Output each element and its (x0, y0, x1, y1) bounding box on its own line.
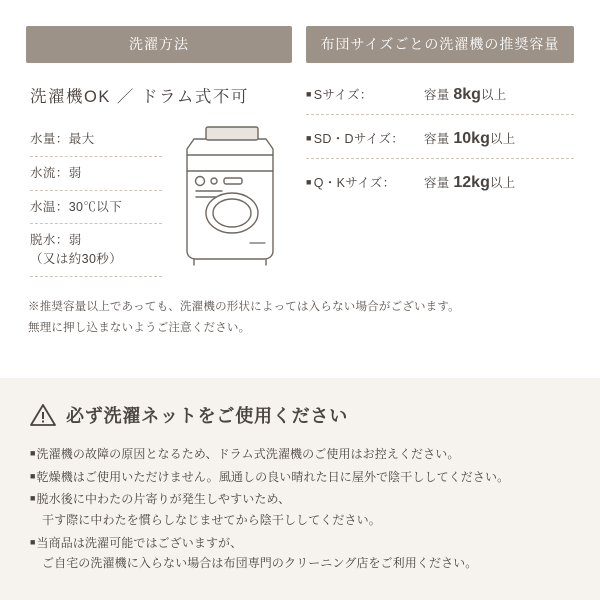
capacity-value: 容量 10kg以上 (424, 130, 516, 147)
top-section (0, 0, 600, 277)
washing-machine-icon (170, 109, 290, 269)
capacity-row (306, 125, 574, 159)
warning-bullet: ■洗濯機の故障の原因となるため、ドラム式洗濯機のご使用はお控えください。 (30, 447, 460, 461)
warning-bullet-continuation: 干す際に中わたを慣らしなじませてから陰干ししてください。 (42, 512, 381, 527)
square-bullet-icon: ■ (306, 89, 312, 99)
header-wash-method: 洗濯方法 (26, 26, 292, 63)
capacity-column (306, 81, 574, 277)
capacity-row (306, 169, 574, 202)
spec-row (30, 191, 162, 225)
capacity-label: ■ Sサイズ： (306, 88, 373, 102)
warning-bullet-continuation: ご自宅の洗濯機に入らない場合は布団専門のクリーニング店をご利用ください。 (42, 556, 478, 571)
warning-triangle-icon (30, 403, 56, 427)
spec-label: 水温：30℃以下 (30, 199, 123, 214)
note-line-1: ※推奨容量以上であっても、洗濯機の形状によっては入らない場合がございます。 (28, 300, 460, 313)
spec-row (30, 224, 162, 277)
capacity-label: ■ SD・Dサイズ： (306, 132, 405, 146)
wash-method-title: 洗濯機OK ／ ドラム式不可 (30, 88, 249, 106)
warning-bullet: ■乾燥機はご使用いただけません。風通しの良い晴れた日に屋外で陰干ししてください。 (30, 469, 510, 484)
capacity-note (28, 297, 574, 340)
warning-bullet: ■脱水後に中わたの片寄りが発生しやすいため、 干す際に中わたを慣らしなじませてから陰干ししてください。 (30, 489, 570, 530)
square-bullet-icon: ■ (306, 133, 312, 143)
spec-label: 水流：弱 (30, 165, 82, 180)
spec-sublabel: （又は約30秒） (30, 252, 123, 266)
square-bullet-icon: ■ (30, 448, 36, 458)
wash-method-column (26, 81, 292, 277)
warning-bullet: ■当商品は洗濯可能ではございますが、 ご自宅の洗濯機に入らない場合は布団専門のクリーニング店をご利用ください。 (30, 533, 570, 574)
capacity-value: 容量 8kg以上 (424, 86, 507, 103)
capacity-row (306, 81, 574, 115)
spec-label: 水量：最大 (30, 132, 95, 146)
spec-label: 脱水：弱 (30, 233, 82, 248)
spec-row (30, 123, 162, 157)
square-bullet-icon: ■ (30, 493, 36, 504)
spec-row (30, 157, 162, 191)
capacity-value: 容量 12kg以上 (424, 174, 516, 191)
section-headers (26, 26, 574, 63)
warning-panel-header (30, 402, 570, 428)
square-bullet-icon: ■ (306, 177, 312, 187)
square-bullet-icon: ■ (30, 470, 36, 481)
warning-panel (0, 378, 600, 600)
wash-spec-list (30, 123, 162, 277)
warning-panel-title: 必ず洗濯ネットをご使用ください (66, 406, 348, 426)
note-line-2: 無理に押し込まないようご注意ください。 (28, 322, 251, 335)
capacity-label: ■ Q・Kサイズ： (306, 176, 396, 190)
content-columns (26, 81, 574, 277)
square-bullet-icon: ■ (30, 536, 36, 547)
header-recommended-capacity: 布団サイズごとの洗濯機の推奨容量 (306, 26, 574, 63)
